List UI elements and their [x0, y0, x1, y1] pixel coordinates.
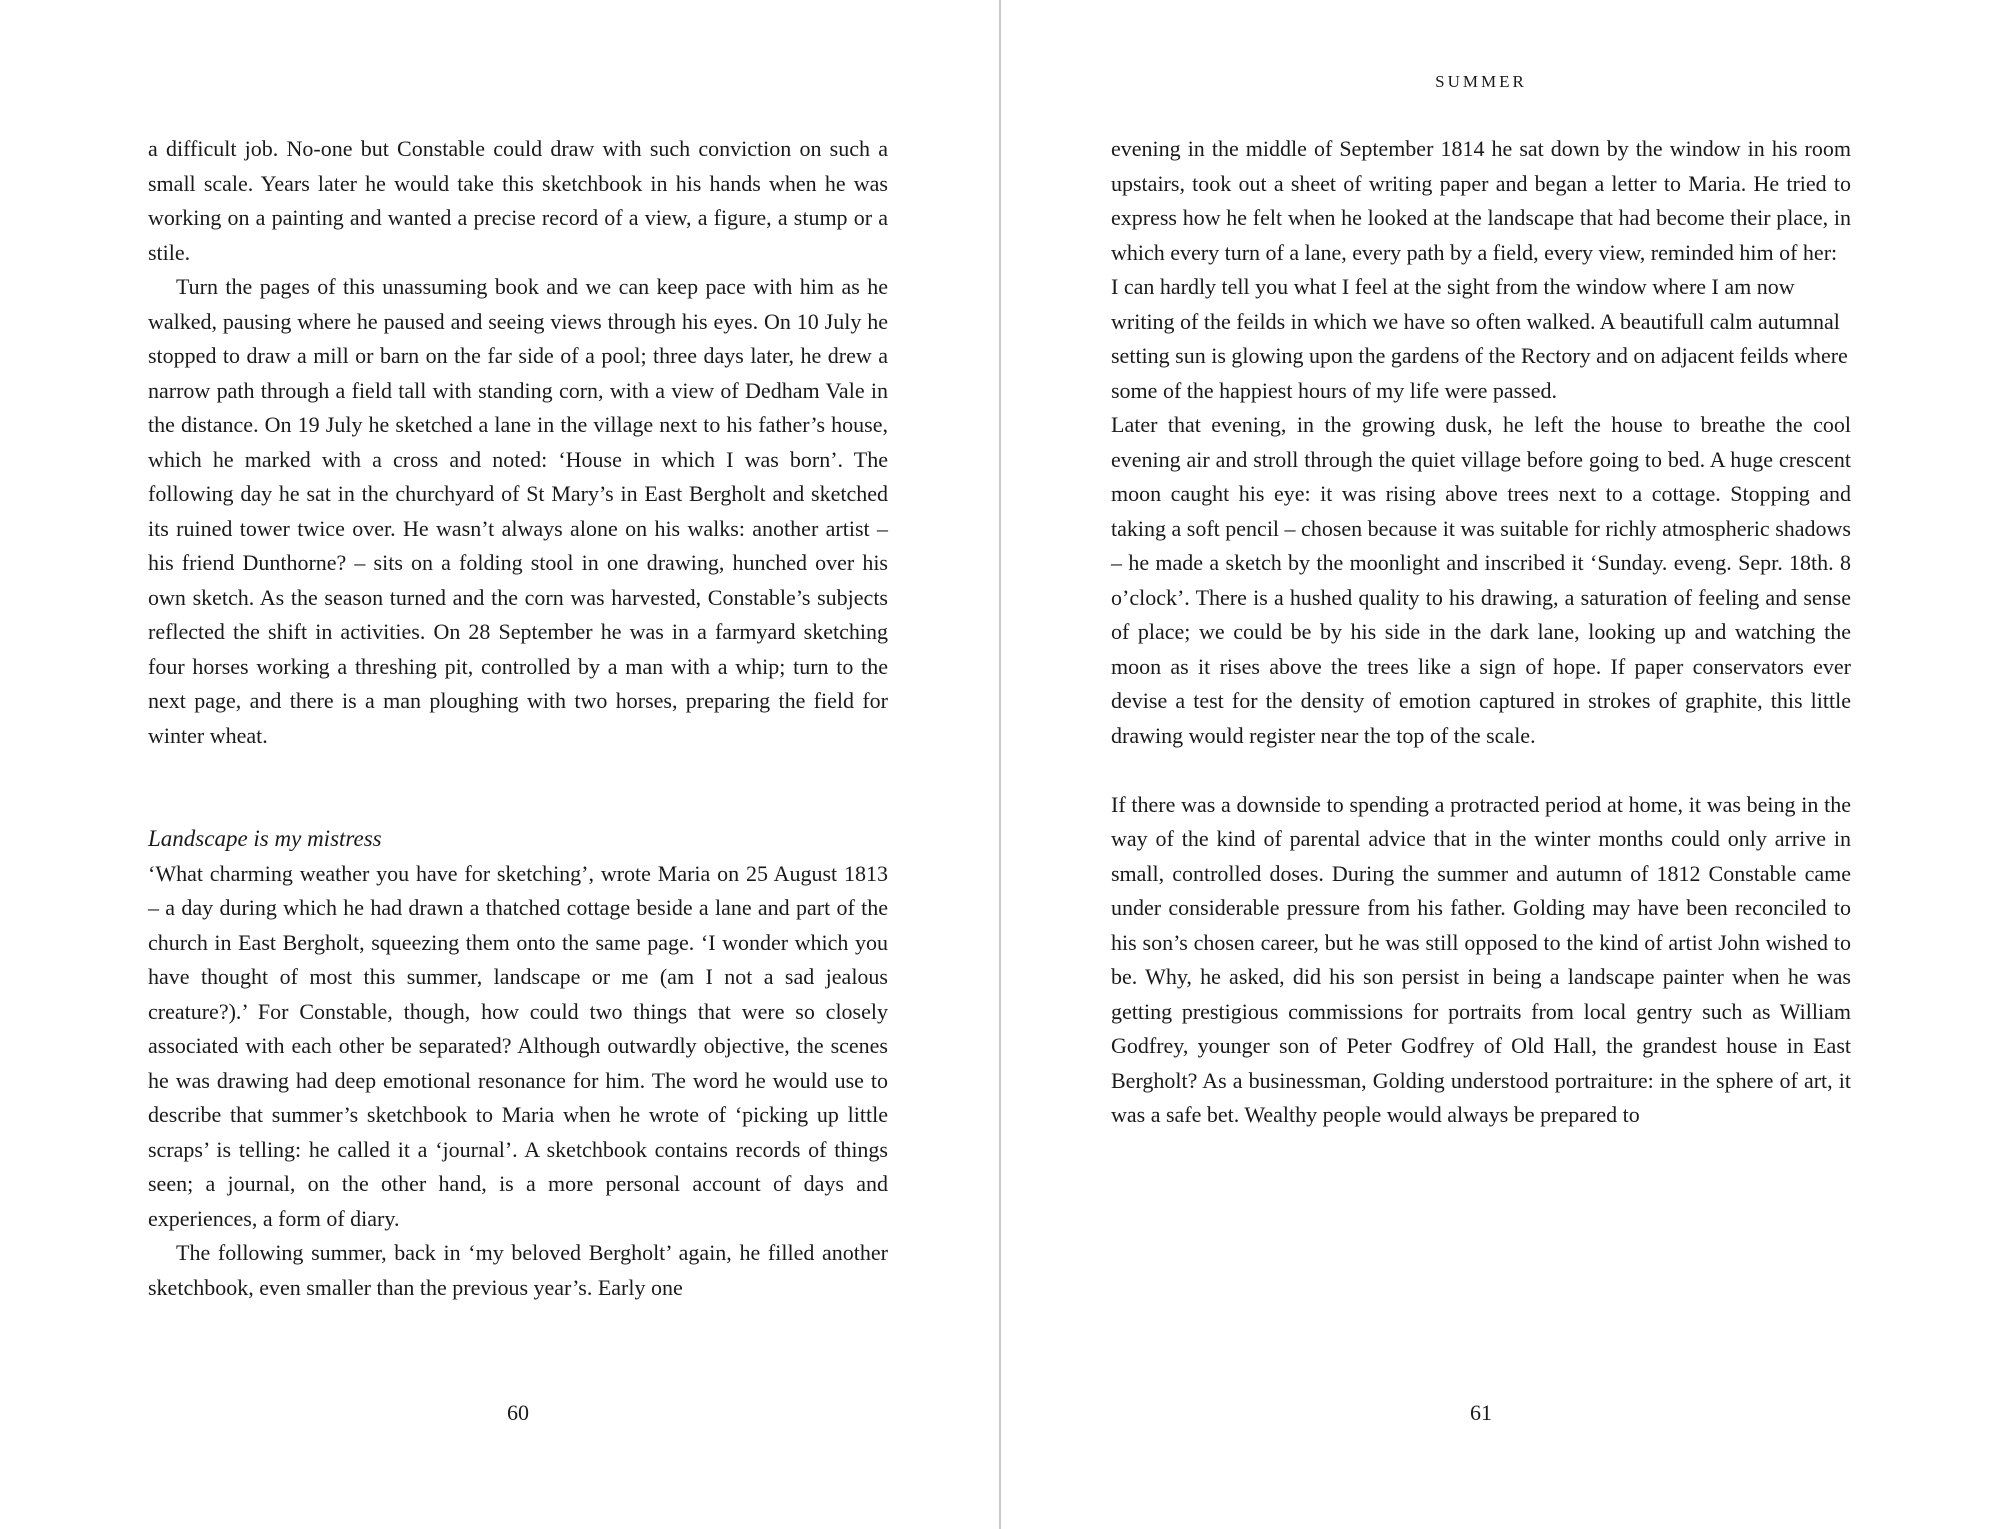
paragraph: ‘What charming weather you have for sketching’, wrote Maria on 25 August 1813 – a day during which he had drawn a thatched cottage beside a lane and part of the church in East Bergholt, squeezing them onto the same page. ‘I wonder which you have thought of most this summer, landscape or me (am I not a sad jealous creature?).’ For Constable, though, how could two things that were so closely associated with each other be separated? Although outwardly objective, the scenes he was drawing had deep emotional resonance for him. The word he would use to describe that summer’s sketchbook to Maria when he wrote of ‘picking up little scraps’ is telling: he called it a ‘journal’. A sketchbook contains records of things seen; a journal, on the other hand, is a more personal account of days and experiences, a form of diary.: [148, 860, 888, 1231]
page-number: 61: [1470, 1400, 1492, 1425]
right-page: [1111, 0, 1851, 1529]
section-heading: Landscape is my mistress: [148, 826, 382, 851]
left-page: [148, 0, 888, 1529]
gutter-divider: [999, 0, 1001, 1529]
paragraph: Turn the pages of this unassuming book and we can keep pace with him as he walked, pausing where he paused and seeing views through his eyes. On 10 July he stopped to draw a mill or barn on the far side of a pool; three days later, he drew a narrow path through a field tall with standing corn, with a view of Dedham Vale in the distance. On 19 July he sketched a lane in the village next to his father’s house, which he marked with a cross and noted: ‘House in which I was born’. The following day he sat in the churchyard of St Mary’s in East Bergholt and sketched its ruined tower twice over. He wasn’t always alone on his walks: another artist – his friend Dunthorne? – sits on a folding stool in one drawing, hunched over his own sketch. As the season turned and the corn was harvested, Constable’s subjects reflected the shift in activities. On 28 September he was in a farmyard sketching four horses working a threshing pit, controlled by a man with a whip; turn to the next page, and there is a man ploughing with two horses, preparing the field for winter wheat.: [148, 274, 888, 748]
paragraph: The following summer, back in ‘my beloved Bergholt’ again, he filled another sketchbook, even smaller than the previous year’s. Early one: [148, 1240, 888, 1300]
left-page-body: [148, 132, 888, 1305]
page-number: 60: [507, 1400, 529, 1425]
paragraph: evening in the middle of September 1814 he sat down by the window in his room upstairs, took out a sheet of writing paper and began a letter to Maria. He tried to express how he felt when he looked at the landscape that had become their place, in which every turn of a lane, every path by a field, every view, reminded him of her:: [1111, 136, 1851, 265]
paragraph: If there was a downside to spending a protracted period at home, it was being in the way of the kind of parental advice that in the winter months could only arrive in small, controlled doses. During the summer and autumn of 1812 Constable came under considerable pressure from his father. Golding may have been reconciled to his son’s chosen career, but he was still opposed to the kind of artist John wished to be. Why, he asked, did his son persist in being a landscape painter when he was getting prestigious commissions for portraits from local gentry such as William Godfrey, younger son of Peter Godfrey of Old Hall, the grandest house in East Bergholt? As a businessman, Golding understood portraiture: in the sphere of art, it was a safe bet. Wealthy people would always be prepared to: [1111, 791, 1851, 1127]
running-head: SUMMER: [1435, 72, 1527, 91]
paragraph: a difficult job. No-one but Constable could draw with such conviction on such a small scale. Years later he would take this sketchbook in his hands when he was working on a painting and wanted a precise record of a view, a figure, a stump or a stile.: [148, 136, 888, 265]
block-quote: I can hardly tell you what I feel at the sight from the window where I am now writing of the feilds in which we have so often walked. A beautifull calm autumnal setting sun is glowing upon the gardens of the Rectory and on adjacent feilds where some of the happiest hours of my life were passed.: [1111, 274, 1848, 403]
right-page-body: [1111, 132, 1851, 1133]
paragraph: Later that evening, in the growing dusk, he left the house to breathe the cool evening air and stroll through the quiet village before going to bed. A huge crescent moon caught his eye: it was rising above trees next to a cottage. Stopping and taking a soft pencil – chosen because it was suitable for richly atmospheric shadows – he made a sketch by the moonlight and inscribed it ‘Sunday. eveng. Sepr. 18th. 8 o’clock’. There is a hushed quality to his drawing, a saturation of feeling and sense of place; we could be by his side in the dark lane, looking up and watching the moon as it rises above the trees like a sign of hope. If paper conservators ever devise a test for the density of emotion captured in strokes of graphite, this little drawing would register near the top of the scale.: [1111, 412, 1851, 748]
